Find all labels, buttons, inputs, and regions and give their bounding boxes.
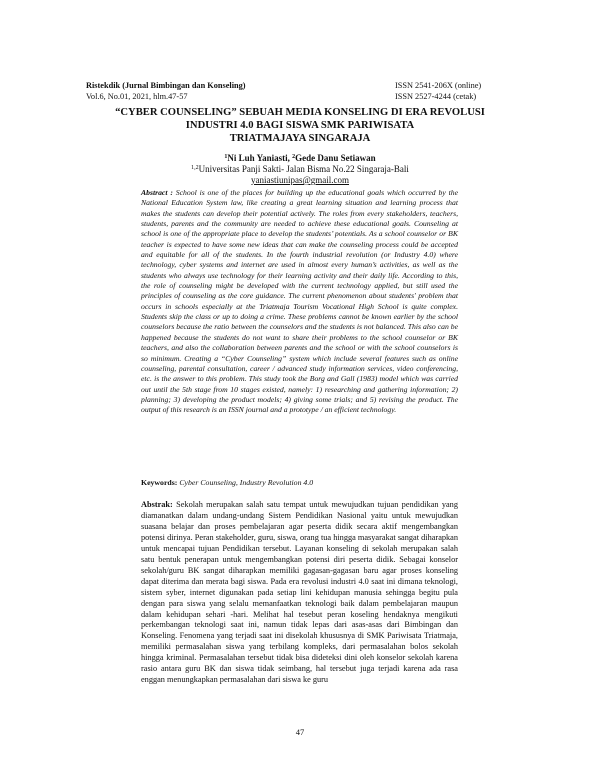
author1-name: Ni Luh Yaniasti, <box>227 153 293 163</box>
keywords-label: Keywords: <box>141 478 178 487</box>
affiliation-text: Universitas Panji Sakti- Jalan Bisma No.22 Singaraja-Bali <box>198 164 409 174</box>
keywords <box>141 478 458 488</box>
title-line-1: “CYBER COUNSELING” SEBUAH MEDIA KONSELING DI ERA REVOLUSI <box>115 107 485 118</box>
issn-online: ISSN 2541-206X (online) <box>395 81 482 90</box>
author1-sup: 1 <box>224 154 228 160</box>
abstract-id-label: Abstrak: <box>141 500 173 509</box>
running-header-left <box>86 80 246 102</box>
running-header-right <box>395 80 481 102</box>
title-line-2: INDUSTRI 4.0 BAGI SISWA SMK PARIWISATA <box>185 120 415 131</box>
volume-info: Vol.6, No.01, 2021, hlm.47-57 <box>86 92 188 101</box>
affiliation <box>86 164 514 175</box>
issn-print: ISSN 2527-4244 (cetak) <box>395 92 477 101</box>
keywords-text: Cyber Counseling, Industry Revolution 4.0 <box>179 478 314 487</box>
author-email-link[interactable]: yaniastiunipas@gmail.com <box>250 175 350 185</box>
journal-name: Ristekdik (Jurnal Bimbingan dan Konseling) <box>86 81 246 90</box>
affiliation-sup: 1,2 <box>191 165 199 171</box>
abstract-en-text: School is one of the places for building up the educational goals which occurred by the National Education System law, like creating a great learning situation and learning process that makes the students can develop their potential actively. The roles from every stakeholders, teachers, students, parents and the community are needed to achieve these educational goals. Counseling at school is one of the appropriate place to develop the students’ potentials. As a school counselor or BK teacher is expected to have some new ideas that can make the counseling process could be accepted and equitable for all of the students. In the fourth industrial revolution (or Industry 4.0) where technology, cyber systems and internet are used in almost every human’s activities, as well as the students who always use technology for their learning activity and their daily life. According to this, the role of counseling might be developed with the current technology applied, but still used the principles of counseling as the core guidance. The current phenomenon about students' problem that occurs in schools especially at the Triatmaja Tourism Vocational High School is quite complex. Students skip the class or up to doing a crime. These problems cannot be known earlier by the school counselors because the ratio between the counselors and the students is not balanced. This also can be happened because the students do not want to share their problems to the school counselor or BK teachers, and also the collaboration between parents and the school or with the school counselors is so minimum. Creating a “Cyber Counseling” system which include several features such as online counseling, parental consultation, career / advanced study information services, video conferencing, etc. is the answer to this problem. This study took the Borg and Gall (1983) model which was carried out until the 5th stage from 10 stages existed, namely: 1) researching and gathering information; 2) planning; 3) developing the product models; 4) giving some trials; and 5) revising the product. The output of this research is an ISSN journal and a prototype / an efficient technology. <box>141 188 459 415</box>
author-names <box>86 153 514 164</box>
abstract-en-label: Abstract : <box>141 188 173 197</box>
title-line-3: TRIATMAJAYA SINGARAJA <box>229 133 371 144</box>
abstract-id-text: Sekolah merupakan salah satu tempat untuk mewujudkan tujuan pendidikan yang diamanatkan dalam undang-undang Sistem Pendidikan Nasional yaitu untuk mewujudkan suasana belajar dan proses pembelajaran agar peserta didik secara aktif mengembangkan potensi dirinya. Peran stakeholder, guru, siswa, orang tua hingga masyarakat sangat diharapkan untuk mencapai tujuan Pendidikan tersebut. Layanan konseling di sekolah merupakan salah satu bentuk penerapan untuk mengembangkan potensi diri peserta didik. Sebagai konselor sekolah/guru BK sangat diharapkan memiliki gagasan-gagasan baru agar proses konseling dapat diterima dan merata bagi siswa. Pada era revolusi industri 4.0 saat ini dimana teknologi, sistem syber, internet digunakan pada setiap lini kehidupan manusia sehingga begitu pula dengan para siswa yang selalu memanfaatkan teknologi baik dalam pembelajaran maupun dalam kehidupan sehari -hari. Melihat hal tesebut peran koseling hendaknya mengikuti perkembangan teknologi saat ini, namun tidak lepas dari asas-asas dari Bimbingan dan Konseling. Fenomena yang terjadi saat ini disekolah khususnya di SMK Pariwisata Triatmaja, memiliki permasalahan siswa yang terbilang kompleks, dari permasalahan bolos sekolah hingga kriminal. Permasalahan tersebut tidak bisa dideteksi dini oleh konselor sekolah karena rasio antara guru BK dan siswa tidak seimbang, hal tersebut juga terjadi karena ada rasa enggan menungkapkan permasalahan dari siswa ke guru <box>141 500 458 685</box>
page-number: 47 <box>295 727 305 737</box>
author2-sup: 2 <box>292 154 296 160</box>
author2-name: Gede Danu Setiawan <box>295 153 376 163</box>
abstract-indonesian <box>141 500 458 686</box>
paper-title <box>86 106 514 145</box>
author-block <box>86 153 514 186</box>
abstract-english <box>141 188 458 416</box>
